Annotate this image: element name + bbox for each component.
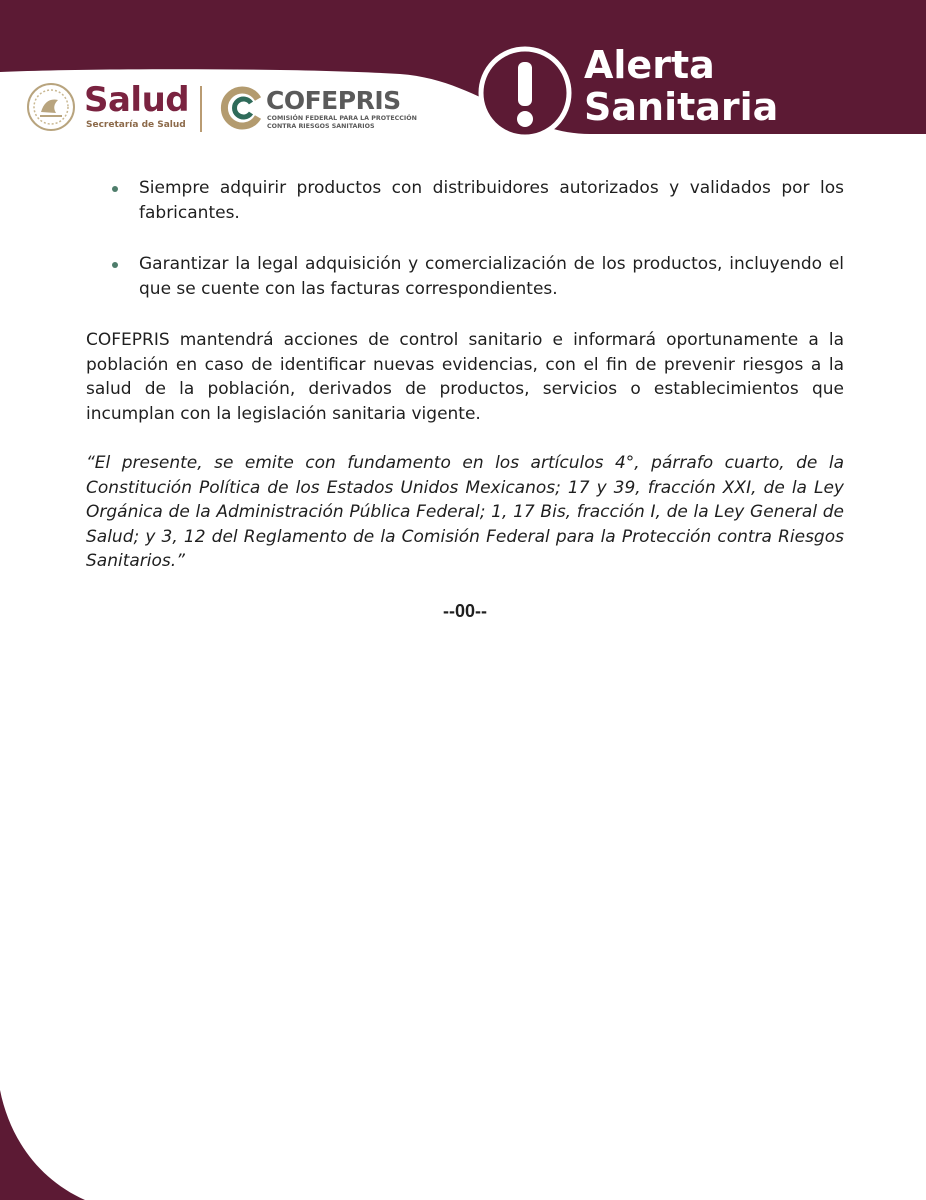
list-item bbox=[86, 252, 844, 301]
legal-basis-quote: “El presente, se emite con fundamento en los artículos 4°, párrafo cuarto, de la Constitución Política de los Estados Unidos Mexicanos; 17 y 39, fracción XXI, de la Ley Orgánica de la Administración Pública Federal; 1, 17 Bis, fracción I, de la Ley General de Salud; y 3, 12 del Reglamento de la Comisión Federal para la Protección contra Riesgos Sanitarios.” bbox=[86, 453, 844, 571]
alert-title bbox=[584, 44, 778, 128]
cofepris-logo bbox=[220, 84, 460, 134]
cofepris-subtitle-line-1: COMISIÓN FEDERAL PARA LA PROTECCIÓN bbox=[267, 115, 417, 122]
document-body bbox=[86, 176, 844, 623]
bullet-icon bbox=[112, 262, 118, 268]
bullet-icon bbox=[112, 186, 118, 192]
list-item-text: Garantizar la legal adquisición y comercialización de los productos, incluyendo el que se cuente con las facturas correspondientes. bbox=[139, 254, 844, 299]
closing-mark: --00-- bbox=[443, 600, 487, 621]
list-item-text: Siempre adquirir productos con distribuidores autorizados y validados por los fabricantes. bbox=[139, 178, 844, 223]
recommendation-list bbox=[86, 176, 844, 301]
corner-decoration bbox=[0, 1090, 90, 1200]
cofepris-wordmark: COFEPRIS bbox=[266, 86, 401, 115]
alert-title-line-2: Sanitaria bbox=[584, 85, 779, 129]
salud-wordmark: Salud bbox=[84, 80, 190, 120]
salud-subtitle: Secretaría de Salud bbox=[86, 120, 186, 130]
alert-title-line-1: Alerta bbox=[584, 43, 715, 87]
list-item bbox=[86, 176, 844, 225]
cofepris-mark-icon bbox=[220, 86, 264, 130]
cofepris-subtitle-line-2: CONTRA RIESGOS SANITARIOS bbox=[267, 123, 375, 130]
body-paragraph: COFEPRIS mantendrá acciones de control sanitario e informará oportunamente a la población en caso de identificar nuevas evidencias, con el fin de prevenir riesgos a la salud de la población, derivados de productos, servicios o establecimientos que incumplan con la legislación sanitaria vigente. bbox=[86, 330, 844, 424]
logo-divider bbox=[200, 86, 202, 132]
salud-logo bbox=[26, 80, 206, 136]
exclamation-circle-icon bbox=[478, 46, 572, 140]
national-seal-icon bbox=[26, 82, 76, 132]
